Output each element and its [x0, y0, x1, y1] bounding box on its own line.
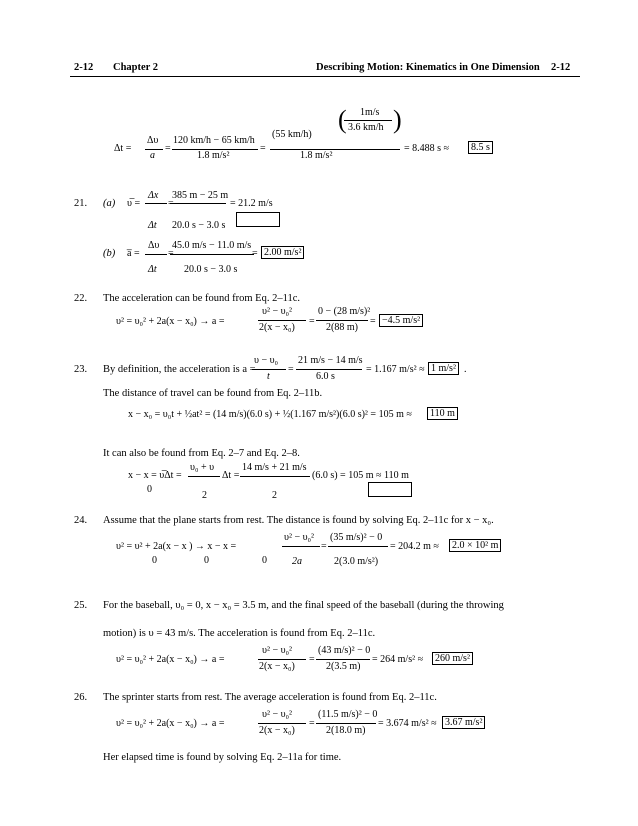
p25-number: 25. [74, 600, 88, 611]
p22-f2-num: 0 − (28 m/s)² [318, 306, 371, 317]
p21-b-rule-2 [170, 254, 254, 255]
p21-a-rule-2 [170, 203, 226, 204]
p23-res: = 1.167 m/s² ≈ [366, 364, 425, 375]
p21-b-rule-1 [145, 254, 167, 255]
p21-a-rule-1 [145, 203, 167, 204]
p24-sub0-b: 0 [204, 555, 209, 566]
p21-a-den: 20.0 s − 3.0 s [172, 220, 226, 231]
p21-a-answer-box [236, 212, 280, 227]
p25-answer-box: 260 m/s² [432, 652, 473, 665]
p26-res: = 3.674 m/s² ≈ [378, 718, 437, 729]
p22-f2-den: 2(88 m) [326, 322, 358, 333]
p22-text: The acceleration can be found from Eq. 2–11c. [103, 293, 300, 304]
p23-f4-num: 14 m/s + 21 m/s [242, 462, 307, 473]
p24-f2-num: (35 m/s)² − 0 [330, 532, 383, 543]
p24-eq: = [321, 541, 327, 552]
page-number-right: 2-12 [551, 62, 571, 73]
p23-eq: = [288, 364, 294, 375]
header-rule [70, 76, 580, 77]
p24-answer-box: 2.0 × 10² m [449, 539, 501, 552]
p23-f1-num: υ − υ₀ [254, 355, 279, 366]
p20-num-left: (55 km/h) [272, 129, 312, 140]
p25-text2: motion) is υ = 43 m/s. The acceleration is found from Eq. 2–11c. [103, 628, 376, 639]
p26-f1-den: 2(x − x₀) [259, 725, 295, 736]
p26-rule-1 [258, 723, 306, 724]
p23-f4-den: 2 [272, 490, 277, 501]
p26-text1: The sprinter starts from rest. The average acceleration is found from Eq. 2–11c. [103, 692, 437, 703]
chapter-label: Chapter 2 [113, 62, 159, 73]
p20-frac2-den: 1.8 m/s² [300, 150, 333, 161]
p21-a-lhs: υ̅ = [127, 198, 141, 209]
p26-text2: Her elapsed time is found by solving Eq. 2–11a for time. [103, 752, 342, 763]
p23-eq3-sub0: 0 [147, 484, 152, 495]
p21-a-label: (a) [103, 198, 116, 209]
p21-a-eq: = [168, 198, 174, 209]
p25-f1-num: υ² − υ₀² [262, 645, 293, 656]
p21-b-dv: Δυ [148, 240, 160, 251]
p21-a-dt: Δt [148, 220, 157, 231]
p22-rule-2 [316, 320, 368, 321]
p21-b-lhs: a̅ = [127, 248, 140, 259]
p23-text3: It can also be found from Eq. 2–7 and Eq. 2–8. [103, 448, 300, 459]
p23-rule-3 [188, 476, 220, 477]
p26-answer-box: 3.67 m/s² [442, 716, 485, 729]
p26-f2-num: (11.5 m/s)² − 0 [318, 709, 378, 720]
p23-f3-den: 2 [202, 490, 207, 501]
p23-rule-2 [296, 369, 362, 370]
p26-eq-left: υ² = υ₀² + 2a(x − x₀) → a = [116, 718, 225, 729]
chapter-title: Describing Motion: Kinematics in One Dimension [316, 62, 540, 73]
p22-eq2: = [370, 316, 376, 327]
p24-sub0-c: 0 [262, 555, 267, 566]
p26-f1-num: υ² − υ₀² [262, 709, 293, 720]
p24-eq-left: υ² = υ² + 2a(x − x ) → x − x = [116, 541, 237, 552]
p23-f1-den: t [267, 371, 270, 382]
p22-answer-box: −4.5 m/s² [379, 314, 423, 327]
p22-f1-num: υ² − υ₀² [262, 306, 293, 317]
p20-a: a [150, 150, 155, 161]
p25-text1: For the baseball, υ₀ = 0, x − x₀ = 3.5 m, and the final speed of the baseball (during the throwing [103, 600, 504, 611]
p21-b-eq: = [168, 248, 174, 259]
p26-f2-den: 2(18.0 m) [326, 725, 366, 736]
p20-paren-bottom: 3.6 km/h [348, 122, 384, 133]
p21-number: 21. [74, 198, 88, 209]
p24-res: = 204.2 m ≈ [390, 541, 439, 552]
p21-b-num: 45.0 m/s − 11.0 m/s [172, 240, 252, 251]
p21-b-den: 20.0 s − 3.0 s [184, 264, 238, 275]
p23-text2: The distance of travel can be found from Eq. 2–11b. [103, 388, 323, 399]
p23-answer2-box: 110 m [427, 407, 458, 420]
p20-dv: Δυ [147, 135, 159, 146]
p25-f2-den: 2(3.5 m) [326, 661, 361, 672]
p21-a-dx: Δx [148, 190, 159, 201]
p20-paren-rule [344, 120, 392, 121]
p23-f3-num: υ₀ + υ [190, 462, 215, 473]
p25-eq-left: υ² = υ₀² + 2a(x − x₀) → a = [116, 654, 225, 665]
p21-b-dt: Δt [148, 264, 157, 275]
p20-answer-box: 8.5 s [468, 141, 493, 154]
p26-number: 26. [74, 692, 88, 703]
p23-rule-1 [252, 369, 286, 370]
p20-result: = 8.488 s ≈ [404, 143, 450, 154]
p20-paren-open: ( [338, 105, 347, 134]
p20-eq1: = [165, 143, 171, 154]
p23-tail: . [464, 364, 467, 375]
p22-rule-1 [258, 320, 306, 321]
p24-rule-1 [282, 546, 320, 547]
p24-text: Assume that the plane starts from rest. The distance is found by solving Eq. 2–11c for x − x₀. [103, 515, 494, 526]
p25-rule-2 [316, 659, 370, 660]
p20-rule-3 [270, 149, 400, 150]
p23-dt: Δt = [222, 470, 240, 481]
p23-answer1-box: 1 m/s² [428, 362, 459, 375]
p23-f2-den: 6.0 s [316, 371, 335, 382]
p21-b-answer-box: 2.00 m/s² [261, 246, 304, 259]
p24-sub0-a: 0 [152, 555, 157, 566]
p22-f1-den: 2(x − x₀) [259, 322, 295, 333]
p23-number: 23. [74, 364, 88, 375]
p20-frac1-num: 120 km/h − 65 km/h [173, 135, 255, 146]
p22-number: 22. [74, 293, 88, 304]
p23-eq3-left: x − x = υ̅Δt = [128, 470, 182, 481]
p20-frac1-den: 1.8 m/s² [197, 150, 230, 161]
p23-eq3-res: (6.0 s) = 105 m ≈ 110 m [312, 470, 409, 481]
p25-f2-num: (43 m/s)² − 0 [318, 645, 371, 656]
p24-number: 24. [74, 515, 88, 526]
page-number-left: 2-12 [74, 62, 94, 73]
p24-f1-den: 2a [292, 556, 302, 567]
p21-b-eq2: = [252, 248, 258, 259]
p26-rule-2 [316, 723, 376, 724]
p25-rule-1 [258, 659, 306, 660]
p22-eq-left: υ² = υ₀² + 2a(x − x₀) → a = [116, 316, 225, 327]
p20-paren-top: 1m/s [360, 107, 380, 118]
p25-res: = 264 m/s² ≈ [372, 654, 424, 665]
p20-eq2: = [260, 143, 266, 154]
p24-rule-2 [328, 546, 388, 547]
p25-eq: = [309, 654, 315, 665]
p23-text1: By definition, the acceleration is a = [103, 364, 256, 375]
p26-eq: = [309, 718, 315, 729]
p24-f1-num: υ² − υ₀² [284, 532, 315, 543]
p25-f1-den: 2(x − x₀) [259, 661, 295, 672]
p23-answer3-box [368, 482, 412, 497]
p23-rule-4 [240, 476, 310, 477]
p23-f2-num: 21 m/s − 14 m/s [298, 355, 363, 366]
p22-eq: = [309, 316, 315, 327]
p21-a-num: 385 m − 25 m [172, 190, 229, 201]
p20-paren-close: ) [393, 105, 402, 134]
p24-f2-den: 2(3.0 m/s²) [334, 556, 379, 567]
p23-eq2: x − x₀ = υ₀t + ½at² = (14 m/s)(6.0 s) + ½(1.167 m/s²)(6.0 s)² = 105 m ≈ [128, 409, 412, 420]
p21-b-label: (b) [103, 248, 116, 259]
p20-lhs: Δt = [114, 143, 132, 154]
p21-a-result: = 21.2 m/s [230, 198, 273, 209]
